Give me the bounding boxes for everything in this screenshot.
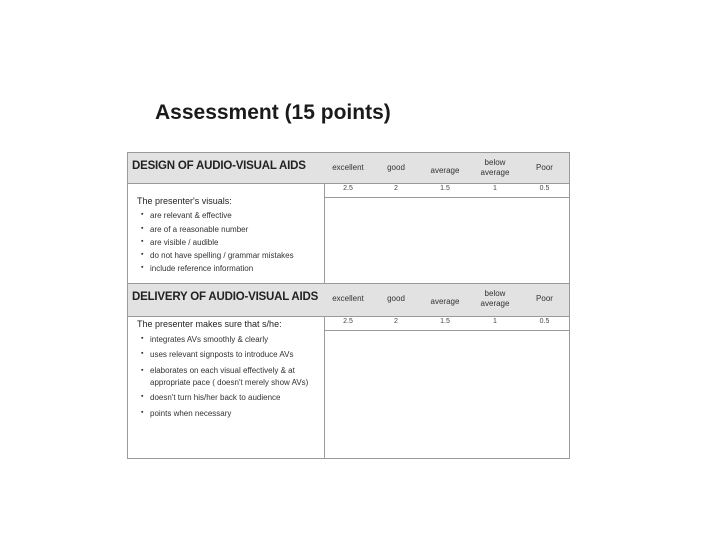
score-average: 1.5 — [440, 185, 450, 192]
score-good: 2 — [394, 318, 398, 325]
score-row — [324, 317, 569, 331]
section-design — [128, 152, 569, 283]
score-below-average: 1 — [493, 318, 497, 325]
column-excellent: excellent — [332, 163, 364, 172]
column-divider — [324, 184, 325, 283]
criterion-item: ▪ doesn't turn his/her back to audience — [150, 393, 281, 402]
column-average: average — [430, 166, 460, 175]
score-poor: 0.5 — [539, 185, 550, 192]
score-row — [324, 184, 569, 198]
score-average: 1.5 — [440, 318, 450, 325]
score-good: 2 — [394, 185, 398, 192]
section-header — [128, 283, 569, 317]
column-good: good — [387, 163, 405, 172]
column-divider — [324, 317, 325, 458]
criterion-item: ▪ are relevant & effective — [150, 211, 232, 220]
criterion-item: ▪ elaborates on each visual effectively & at appropriate pace ( doesn't merely show AVs) — [150, 365, 310, 389]
criterion-item: ▪ do not have spelling / grammar mistakes — [150, 251, 294, 260]
criterion-item: ▪ integrates AVs smoothly & clearly — [150, 335, 268, 344]
page-title: Assessment (15 points) — [155, 101, 391, 124]
score-excellent: 2.5 — [343, 185, 353, 192]
score-excellent: 2.5 — [343, 318, 353, 325]
section-title: DESIGN OF AUDIO-VISUAL AIDS — [132, 160, 306, 172]
criterion-item: ▪ are of a reasonable number — [150, 225, 248, 234]
section-title: DELIVERY OF AUDIO-VISUAL AIDS — [132, 291, 319, 303]
section-delivery — [128, 283, 569, 458]
criterion-item: ▪ points when necessary — [150, 409, 231, 418]
score-poor: 0.5 — [539, 318, 550, 325]
criterion-item: ▪ include reference information — [150, 264, 253, 273]
column-below-average: below average — [480, 289, 510, 308]
section-lead: The presenter makes sure that s/he: — [137, 319, 282, 329]
section-header — [128, 152, 569, 184]
column-poor: Poor — [536, 294, 553, 303]
column-good: good — [387, 294, 405, 303]
assessment-rubric — [127, 152, 570, 459]
criterion-item: ▪ are visible / audible — [150, 238, 218, 247]
score-below-average: 1 — [493, 185, 497, 192]
column-poor: Poor — [536, 163, 553, 172]
criterion-item: ▪ uses relevant signposts to introduce AVs — [150, 350, 294, 359]
column-average: average — [430, 297, 460, 306]
column-excellent: excellent — [332, 294, 364, 303]
section-lead: The presenter's visuals: — [137, 196, 232, 206]
column-below-average: below average — [480, 158, 510, 177]
